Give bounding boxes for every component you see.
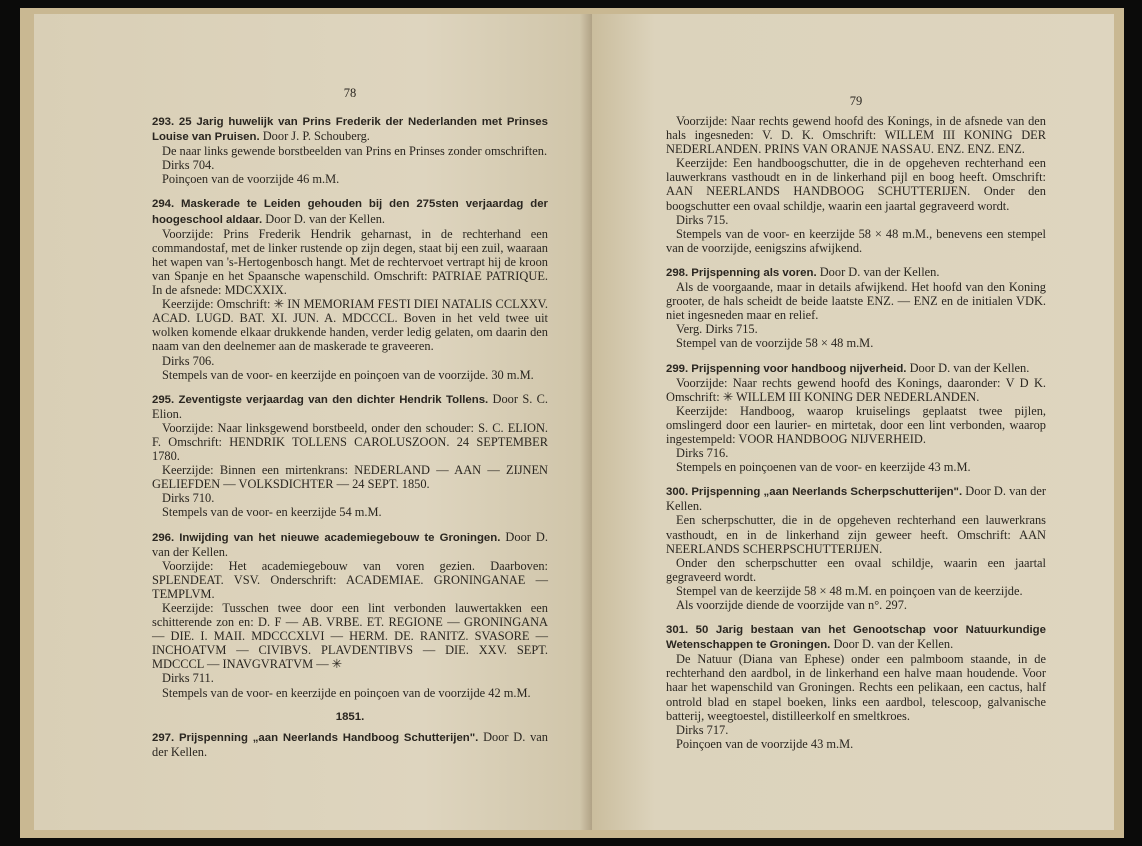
entry-maker: Door D. van der Kellen. — [265, 211, 385, 226]
entry-number: 293. — [152, 116, 175, 128]
entry-heading — [666, 484, 1046, 513]
entry-line: Een scherpschutter, die in de opgeheven rechterhand een lauwerkrans vasthoudt, en in de linkerhand zijn geweer heeft. Omschrift: AAN NEERLANDS SCHERPSCHUTTERIJEN. — [666, 513, 1046, 556]
entry-line: Als de voorgaande, maar in details afwijkend. Het hoofd van den Koning grooter, de hals scheidt de beide laatste ENZ. — ENZ en de initialen VDK. niet ingesneden maar en relief. — [666, 280, 1046, 323]
entry-heading — [152, 114, 548, 144]
entry-number: 295. — [152, 393, 175, 406]
right-page — [592, 14, 1114, 830]
catalog-entry-297 — [152, 730, 548, 759]
entry-maker: Door D. van der Kellen. — [833, 637, 954, 652]
catalog-entry-295 — [152, 392, 548, 520]
entry-heading — [666, 361, 1046, 376]
page-number: 78 — [343, 86, 357, 100]
entry-line: Stempels van de voor- en keerzijde en poinçoen van de voorzijde 42 m.M. — [162, 685, 531, 700]
entry-number: 301. — [666, 624, 689, 637]
entry-line: Voorzijde: Naar rechts gewend hoofd des Konings, daaronder: V D K. Omschrift: ✳ WILLEM III KONING DER NEDERLANDEN. — [666, 375, 1046, 404]
entry-heading — [666, 622, 1046, 652]
entry-maker: Door J. P. Schouberg. — [262, 129, 370, 144]
book-scan — [20, 8, 1124, 838]
entry-line: Stempels van de voor- en keerzijde 58 × 48 m.M., benevens een stempel van de voorzijde, eenigszins afwijkend. — [666, 226, 1046, 255]
left-page — [34, 14, 592, 830]
entry-maker: Door D. van der Kellen. — [909, 360, 1030, 375]
entry-line: Dirks 711. — [162, 671, 214, 686]
entry-line: Dirks 717. — [676, 722, 729, 737]
entry-line: Keerzijde: Handboog, waarop kruiselings geplaatst twee pijlen, omslingerd door een laurier- en mirtetak, door een lint verbonden, waarop ingestempeld: VOOR HANDBOOG NIJVERHEID. — [666, 403, 1046, 446]
entry-line: Dirks 706. — [162, 353, 215, 368]
entry-line: Keerzijde: Binnen een mirtenkrans: NEDERLAND — AAN — ZIJNEN GELIEFDEN — VOLKSDICHTER — 24 SEPT. 1850. — [152, 463, 548, 492]
entry-maker: Door D. van der Kellen. — [152, 529, 548, 559]
entry-maker: Door S. C. Elion. — [152, 391, 548, 421]
entry-line: Dirks 704. — [162, 158, 215, 173]
entry-number: 300. — [666, 486, 689, 499]
entry-title: 25 Jarig huwelijk van Prins Frederik der Nederlanden met Prinses Louise van Pruisen. — [152, 116, 548, 144]
entry-number: 299. — [666, 362, 689, 375]
entry-297-continuation — [666, 114, 1046, 255]
left-column — [152, 114, 548, 769]
entry-line: Poinçoen van de voorzijde 46 m.M. — [162, 172, 340, 187]
catalog-entry-293 — [152, 114, 548, 186]
entry-title: Prijspenning „aan Neerlands Scherpschutterijen". — [691, 486, 963, 499]
catalog-entry-298 — [666, 265, 1046, 351]
entry-line: De naar links gewende borstbeelden van Prins en Prinses zonder omschriften. — [162, 144, 548, 159]
entry-line: Dirks 715. — [676, 212, 729, 227]
entry-maker: Door D. van der Kellen. — [666, 484, 1046, 514]
year-heading: 1851. — [335, 710, 365, 723]
entry-line: Dirks 716. — [676, 446, 729, 461]
entry-line: Keerzijde: Een handboogschutter, die in de opgeheven rechterhand een lauwerkrans vasthoudt en in de linkerhand pijl en boog heeft. Omschrift: AAN NEERLANDS HANDBOOG SCHUTTERIJEN. Onder den boogschutter een ovaal schildje, waarin een jaartal gegraveerd wordt. — [666, 156, 1046, 213]
catalog-entry-300 — [666, 484, 1046, 612]
entry-line: Poinçoen van de voorzijde 43 m.M. — [676, 736, 854, 751]
entry-title: Zeventigste verjaardag van den dichter Hendrik Tollens. — [178, 393, 489, 406]
entry-line: Voorzijde: Naar linksgewend borstbeeld, onder den schouder: S. C. ELION. F. Omschrift: HENDRIK TOLLENS CAROLUSZOON. 24 SEPTEMBER 1780. — [152, 420, 548, 464]
entry-line: Verg. Dirks 715. — [676, 322, 758, 337]
entry-number: 297. — [152, 731, 175, 744]
entry-line: Stempel van de keerzijde 58 × 48 m.M. en poinçoen van de keerzijde. — [676, 583, 1023, 598]
entry-number: 298. — [666, 266, 689, 279]
entry-title: Prijspenning als voren. — [691, 266, 817, 279]
entry-maker: Door D. van der Kellen. — [152, 729, 548, 759]
entry-line: De Natuur (Diana van Ephese) onder een palmboom staande, in de rechterhand den aardbol, in de linkerhand een halve maan houdende. Voor haar het wapenschild van Groningen. Rechts een pelikaan, een cactus, half ontrold blad en stapel boeken, links een aardbol, telescoop, galvanische batterij, weegtoestel, distilleerkolf en smeltkroes. — [666, 652, 1046, 723]
entry-line: Voorzijde: Het academiegebouw van voren gezien. Daarboven: SPLENDEAT. VSV. Onderschrift: ACADEMIAE. GRONINGANAE — TEMPLVM. — [152, 558, 548, 601]
entry-heading — [152, 392, 548, 421]
entry-number: 296. — [152, 531, 175, 544]
entry-number: 294. — [152, 198, 175, 211]
page-number: 79 — [849, 94, 863, 108]
entry-line: Als voorzijde diende de voorzijde van n°. 297. — [676, 598, 908, 612]
entry-title: Maskerade te Leiden gehouden bij den 275sten verjaardag der hoogeschool aldaar. — [152, 198, 548, 226]
catalog-entry-294 — [152, 196, 548, 381]
entry-heading — [666, 265, 1046, 280]
entry-heading — [152, 730, 548, 759]
entry-line: Stempels van de voor- en keerzijde en poinçoen van de voorzijde. 30 m.M. — [162, 367, 534, 382]
entry-line: Voorzijde: Naar rechts gewend hoofd des Konings, in de afsnede van den hals ingesneden: V. D. K. Omschrift: WILLEM III KONING DER NEDERLANDEN. PRINS VAN ORANJE NASSAU. ENZ. ENZ. ENZ. — [666, 114, 1046, 157]
entry-line: Keerzijde: Tusschen twee door een lint verbonden lauwertakken een schitterende zon en: D. F — AB. VRBE. ET. REGIONE — GRONINGANA — DIE. I. MAII. MDCCCXLVI — HERM. DE. RANITZ. SVASORE — INCHOATVM — CIVIBVS. PLAVDENTIBVS — DIE. XXV. SEPT. MDCCCL — INAVGVRATVM — ✳ — [152, 601, 548, 672]
catalog-entry-299 — [666, 361, 1046, 475]
catalog-entry-301 — [666, 622, 1046, 751]
entry-line: Stempels en poinçoenen van de voor- en keerzijde 43 m.M. — [676, 460, 971, 475]
entry-line: Stempel van de voorzijde 58 × 48 m.M. — [676, 336, 874, 351]
right-column — [666, 114, 1046, 761]
entry-maker: Door D. van der Kellen. — [819, 264, 940, 279]
entry-heading — [152, 530, 548, 559]
entry-line: Keerzijde: Omschrift: ✳ IN MEMORIAM FESTI DIEI NATALIS CCLXXV. ACAD. LUGD. BAT. XI. JUN. A. MDCCCL. Boven in het veld twee uit wolken komende elkaar drukkende handen, verder ledig gelaten, om daarin den naam van den deelnemer aan de maskerade te graveeren. — [152, 297, 548, 354]
entry-title: Prijspenning voor handboog nijverheid. — [691, 362, 907, 375]
entry-line: Stempels van de voor- en keerzijde 54 m.M. — [162, 505, 382, 520]
entry-line: Voorzijde: Prins Frederik Hendrik geharnast, in de rechterhand een commandostaf, met de linker rustende op zijn degen, staat bij een zuil, waaraan het wapen van 's-Hertogenbosch hangt. Met de rechtervoet vertrapt hij de kroon van Spanje en het Spaansche wapenschild. Omschrift: PATRIAE PATRIQUE. In de afsnede: MDCXXIX. — [152, 226, 548, 298]
entry-heading — [152, 196, 548, 226]
entry-title: Inwijding van het nieuwe academiegebouw te Groningen. — [179, 531, 501, 544]
entry-line: Dirks 710. — [162, 491, 215, 506]
entry-line: Onder den scherpschutter een ovaal schildje, waarin een jaartal gegraveerd wordt. — [666, 555, 1046, 584]
catalog-entry-296 — [152, 530, 548, 700]
entry-title: 50 Jarig bestaan van het Genootschap voor Natuurkundige Wetenschappen te Groningen. — [666, 624, 1046, 652]
entry-title: Prijspenning „aan Neerlands Handboog Schutterijen". — [178, 731, 479, 744]
